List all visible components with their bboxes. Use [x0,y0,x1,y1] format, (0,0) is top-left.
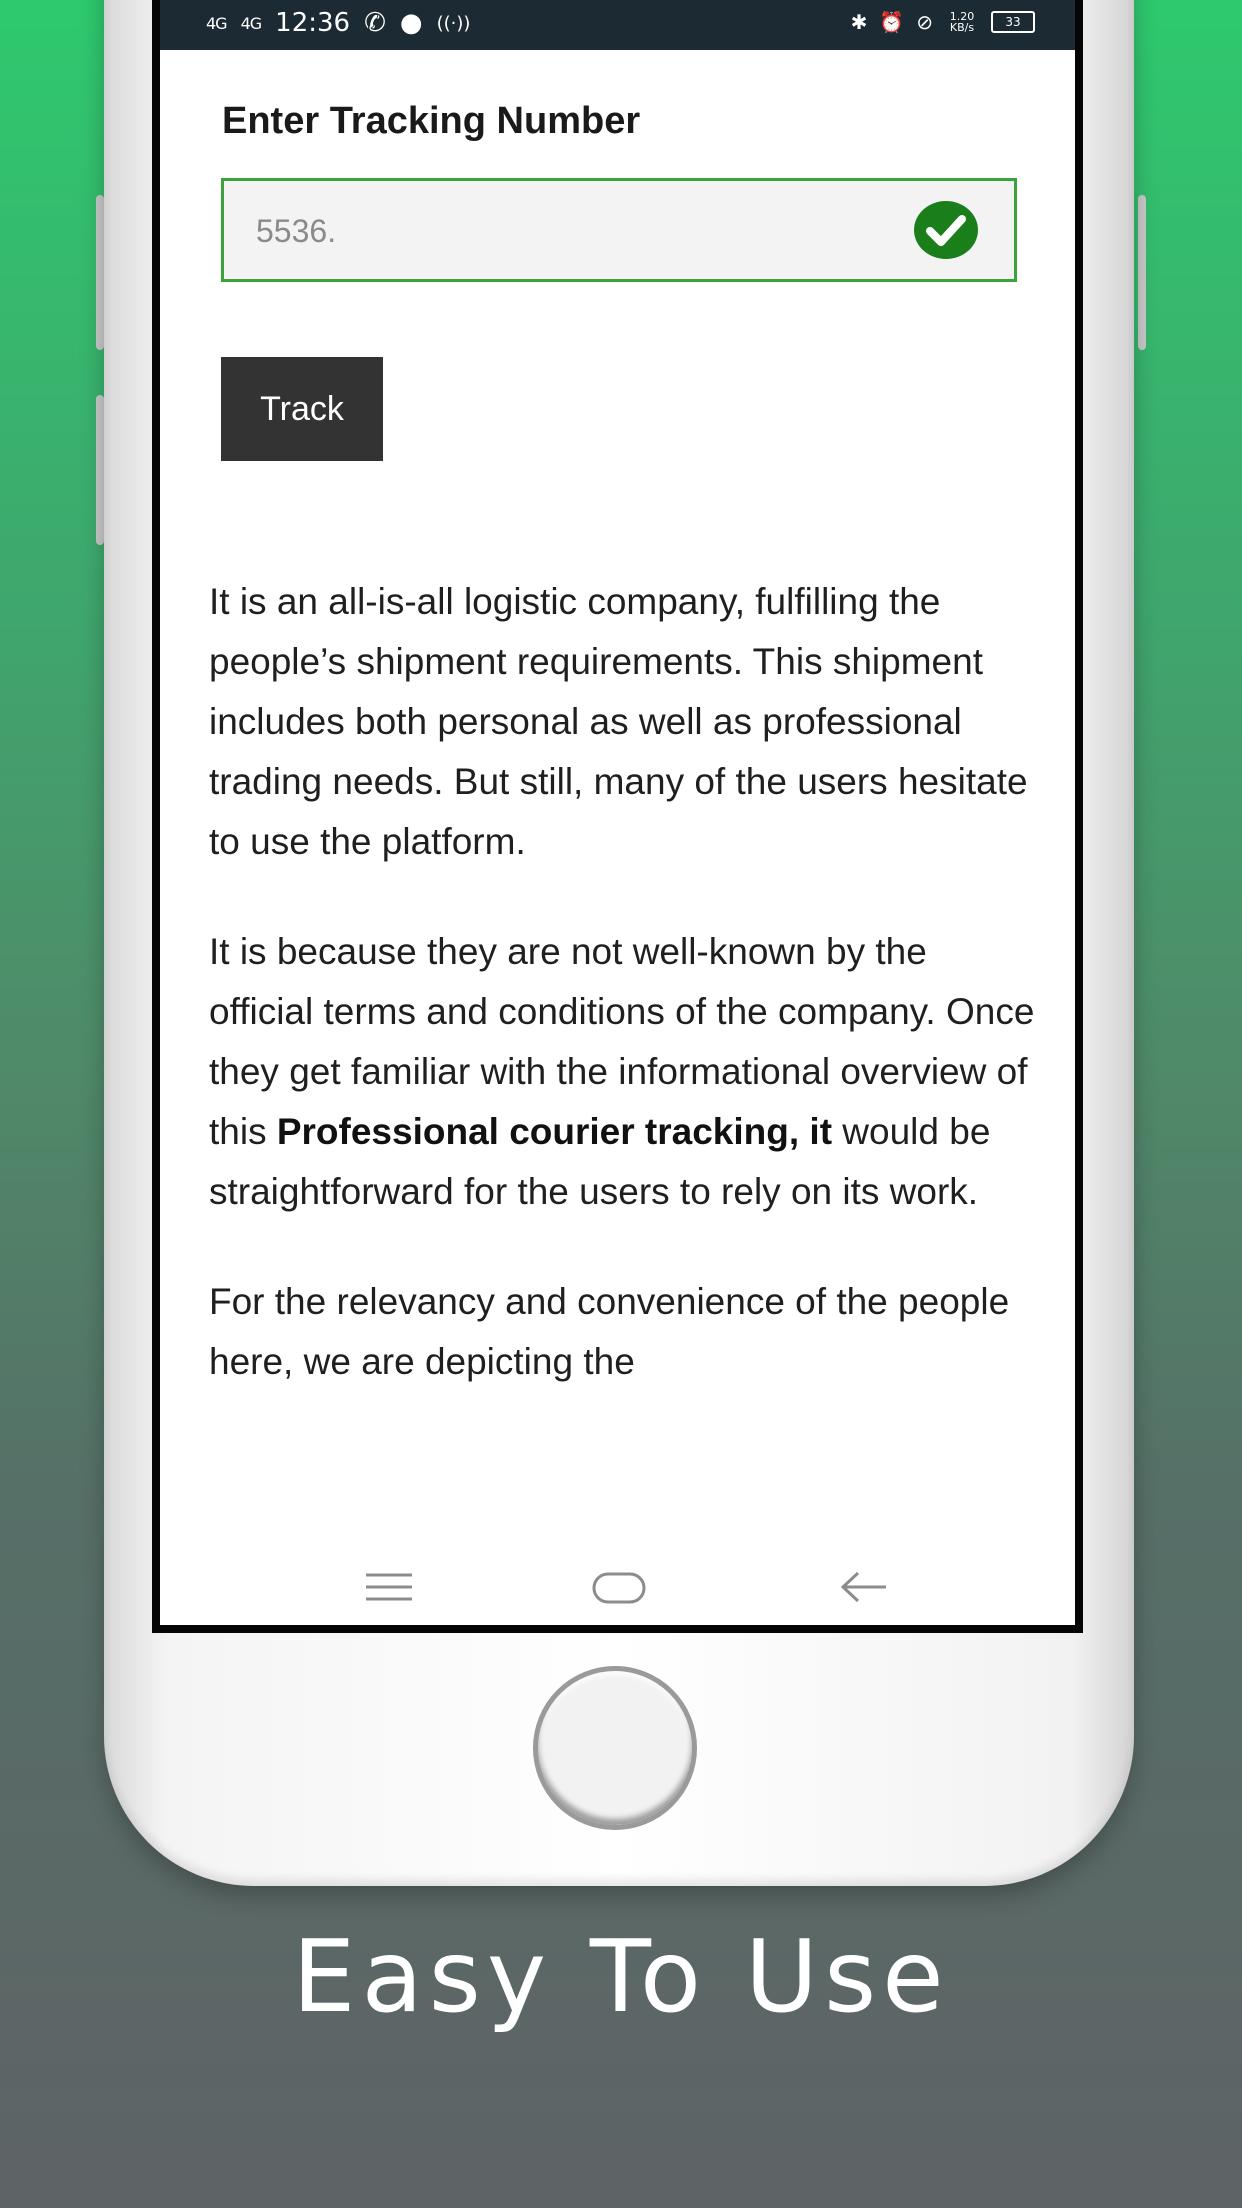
battery-icon [991,11,1035,33]
phone-home-button [533,1666,697,1830]
whatsapp-icon: ✆ [364,8,386,38]
network-indicator-2: 4G [240,13,262,33]
navigation-bar [160,1548,1075,1625]
phone-side-button-bottom [96,395,104,545]
phone-side-button-right [1138,195,1146,350]
network-indicator-1: 4G [206,13,227,33]
article-content [209,572,1039,1442]
menu-icon[interactable] [364,1570,414,1604]
status-time: 12:36 [275,8,351,38]
app-screen [160,0,1075,1625]
back-arrow-icon[interactable] [840,1570,888,1604]
phone-side-button-top [96,195,104,350]
hotspot-icon: ((·)) [436,12,471,34]
network-speed: 1.20 KB/s [949,10,975,34]
bluetooth-icon: ✱ [850,10,868,34]
mute-icon: ⊘ [916,10,933,34]
tracking-number-field[interactable] [221,178,1017,282]
paragraph-3: For the relevancy and convenience of the people here, we are depicting the [209,1281,1010,1382]
promo-caption: Easy To Use [292,1918,950,2035]
check-circle-icon [914,201,978,259]
alarm-icon: ⏰ [879,10,905,34]
paragraph-2-emphasis: Professional courier tracking, it [276,1111,833,1152]
home-icon[interactable] [592,1572,646,1604]
status-bar [160,0,1075,50]
tracking-number-input[interactable] [254,181,898,281]
battery-level: 33 [1005,15,1021,29]
track-button[interactable]: Track [221,357,383,461]
tracking-heading: Enter Tracking Number [222,100,641,142]
notification-icon: ● [399,8,423,38]
paragraph-2: It is because they are not well-known by the official terms and conditions of the company. Once they get familiar with the informational overview of this Professional courier tracking, it would be straightforward for the users to rely on its work. [209,931,1035,1212]
paragraph-1: It is an all-is-all logistic company, fulfilling the people’s shipment requirements. This shipment includes both personal as well as professional trading needs. But still, many of the users hesitate to use the platform. [209,581,1028,862]
